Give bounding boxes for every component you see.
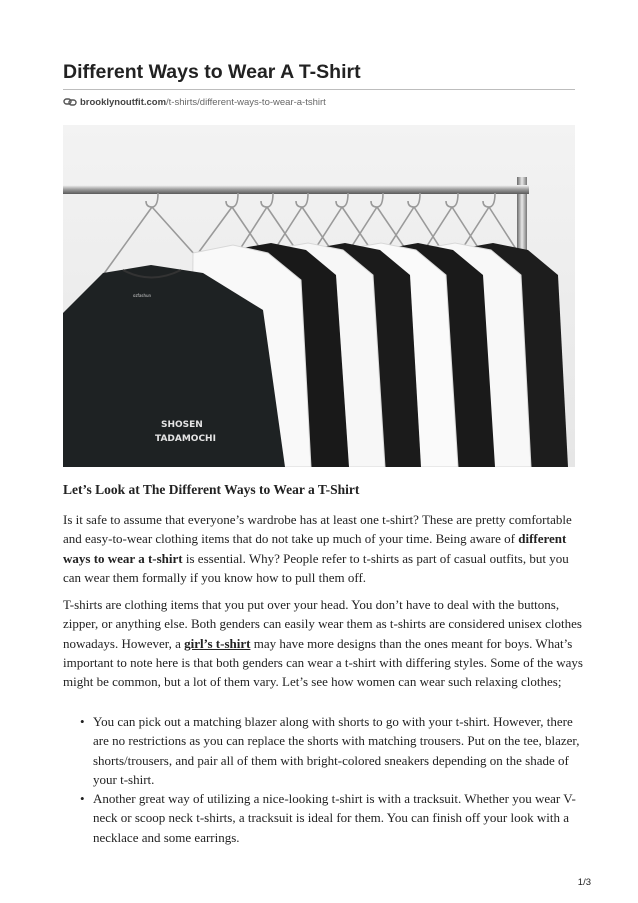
page-title: Different Ways to Wear A T-Shirt (63, 61, 361, 83)
paragraph-intro (63, 510, 583, 587)
clothes-rack-photo (63, 125, 575, 467)
bullet-list (80, 712, 580, 847)
shirt-print-line2: TADAMOCHI (155, 434, 216, 444)
title-divider (63, 89, 575, 90)
list-item: • Another great way of utilizing a nice-looking t-shirt is with a tracksuit. Whether you wear V-neck or scoop neck t-shirts, a tracksuit is ideal for them. You can finish off your look with a necklace and some earrings. (80, 789, 580, 847)
paragraph-intro-text-end: is essential. Why? People refer to t-shirts as part of casual outfits, but you can wear them formally if you know how to pull them off. (63, 550, 569, 585)
source-domain[interactable]: brooklynoutfit.com (80, 96, 167, 108)
girls-tshirt-link[interactable]: girl’s t-shirt (184, 635, 251, 651)
list-item: • You can pick out a matching blazer along with shorts to go with your t-shirt. However, there are no restrictions as you can replace the shorts with matching trousers. Put on the tee, blazer, shorts/trousers, and pair all of them with bright-colored sneakers depending on the shade of your t-shirt. (80, 712, 580, 789)
section-heading: Let’s Look at The Different Ways to Wear a T-Shirt (63, 482, 360, 497)
bold-phrase: different ways to wear a t-shirt (63, 531, 567, 566)
link-icon (63, 96, 77, 108)
paragraph-unisex-text-start: T-shirts are clothing items that you put over your head. You don’t have to deal with the buttons, zipper, or anything else. Both genders can easily wear them as t-shirts are considered unisex clothes nowadays. However, a (63, 597, 582, 651)
paragraph-unisex (63, 595, 583, 691)
shirt-print-line1: SHOSEN (161, 420, 203, 430)
source-path[interactable]: /t-shirts/different-ways-to-wear-a-tshirt (166, 96, 326, 108)
hero-image (63, 125, 575, 467)
source-url[interactable] (63, 95, 326, 109)
page-number: 1/3 (577, 877, 591, 888)
svg-text:ozfashun: ozfashun (133, 293, 152, 298)
paragraph-intro-text-start: Is it safe to assume that everyone’s wardrobe has at least one t-shirt? These are pretty comfortable and easy-to-wear clothing items that do not take up much of your time. Being aware of (63, 512, 572, 547)
paragraph-unisex-text-end: may have more designs than the ones meant for boys. What’s important to note here is that both genders can wear a t-shirt with differing styles. Some of the ways might be common, but a lot of them vary. Let’s see how women can wear such relaxing clothes; (63, 635, 583, 690)
